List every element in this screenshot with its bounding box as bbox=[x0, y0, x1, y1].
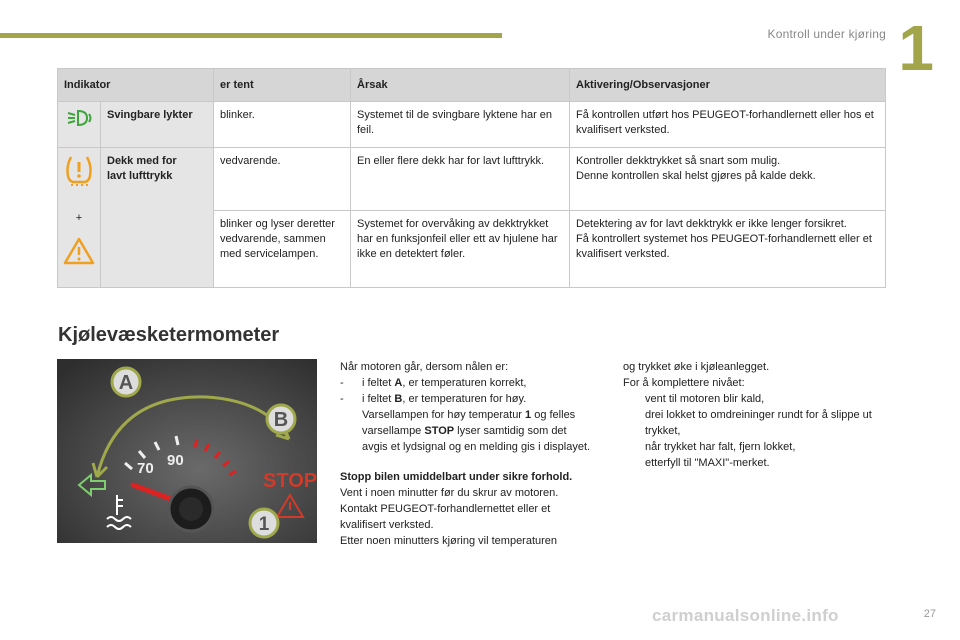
stop-heading: Stopp bilen umiddelbart under sikre forhold. bbox=[340, 471, 573, 483]
gauge-tick-70: 70 bbox=[137, 460, 154, 477]
plus-sign: + bbox=[75, 212, 83, 224]
page-number: 27 bbox=[923, 608, 936, 620]
gauge-stop-label: STOP bbox=[263, 470, 317, 492]
col-header-indicator: Indikator bbox=[58, 69, 214, 102]
cause-cell: Systemet for overvåking av dekktrykket har en funksjonfeil eller ett av hjulene har ikke en detektert føler. bbox=[351, 211, 570, 288]
cause-cell: En eller flere dekk har for lavt lufttrykk. bbox=[351, 148, 570, 211]
gauge-tick-90: 90 bbox=[167, 452, 184, 469]
list-item: - i feltet B, er temperaturen for høy. Varsellampen for høy temperatur 1 og felles varsellampe STOP lyser samtidig som det avgis et lydsignal og en melding gis i displayet. bbox=[340, 393, 591, 453]
action-cell: Få kontrollen utført hos PEUGEOT-forhandlernett eller hos et kvalifisert verksted. bbox=[570, 102, 886, 148]
table-row bbox=[58, 102, 886, 148]
col-header-state: er tent bbox=[214, 69, 351, 102]
list-item: når trykket har falt, fjern lokket, bbox=[645, 441, 796, 453]
cause-cell: Systemet til de svingbare lyktene har en feil. bbox=[351, 102, 570, 148]
list-item: - i feltet A, er temperaturen korrekt, bbox=[340, 377, 527, 389]
stop-text-2: Kontakt PEUGEOT-forhandlernettet eller et kvalifisert verksted. bbox=[340, 503, 551, 531]
list-item: etterfyll til "MAXI"-merket. bbox=[645, 457, 770, 469]
list-item: drei lokket to omdreininger rundt for å slippe ut trykket, bbox=[645, 409, 872, 437]
stop-instructions bbox=[340, 469, 595, 549]
state-cell: blinker. bbox=[214, 102, 351, 148]
state-cell: blinker og lyser deretter vedvarende, sammen med servicelampen. bbox=[214, 211, 351, 288]
indicator-name: Dekk med for lavt lufttrykk bbox=[101, 148, 214, 288]
continued-text: og trykket øke i kjøleanlegget. bbox=[623, 361, 770, 373]
intro-text: Når motoren går, dersom nålen er: bbox=[340, 361, 509, 373]
section-title: Kjølevæsketermometer bbox=[58, 324, 280, 346]
col-header-cause: Årsak bbox=[351, 69, 570, 102]
label-1-badge: 1 bbox=[258, 514, 270, 535]
table-header-row bbox=[58, 69, 886, 102]
label-a-badge: A bbox=[118, 372, 134, 394]
action-cell: Detektering av for lavt dekktrykk er ikke lenger forsikret. Få kontrollert systemet hos PEUGEOT-forhandlernett eller et kvalifisert verksted. bbox=[570, 211, 886, 288]
fill-intro: For å komplettere nivået: bbox=[623, 377, 745, 389]
label-b-badge: B bbox=[273, 409, 289, 431]
icon-cell bbox=[58, 102, 101, 148]
text-column-right bbox=[623, 359, 888, 471]
tyre-pressure-icon bbox=[63, 154, 95, 188]
list-item: vent til motoren blir kald, bbox=[645, 393, 765, 405]
action-cell: Kontroller dekktrykket så snart som mulig. Denne kontrollen skal helst gjøres på kalde dekk. bbox=[570, 148, 886, 211]
cornering-light-icon bbox=[64, 108, 94, 128]
col-header-action: Aktivering/Observasjoner bbox=[570, 69, 886, 102]
text-column-left bbox=[340, 359, 595, 549]
top-accent-bar bbox=[0, 33, 502, 38]
indicator-name: Svingbare lykter bbox=[101, 102, 214, 148]
state-cell: vedvarende. bbox=[214, 148, 351, 211]
chapter-number: 1 bbox=[898, 12, 934, 84]
table-row bbox=[58, 148, 886, 211]
temperature-gauge-photo bbox=[57, 359, 317, 543]
stop-text-1: Vent i noen minutter før du skrur av motoren. bbox=[340, 487, 559, 499]
watermark: carmanualsonline.info bbox=[652, 606, 839, 625]
indicator-table bbox=[57, 68, 886, 288]
icon-cell bbox=[58, 148, 101, 288]
stop-text-3: Etter noen minutters kjøring vil temperaturen bbox=[340, 535, 558, 547]
section-header: Kontroll under kjøring bbox=[767, 27, 886, 41]
warning-triangle-icon bbox=[63, 236, 95, 266]
